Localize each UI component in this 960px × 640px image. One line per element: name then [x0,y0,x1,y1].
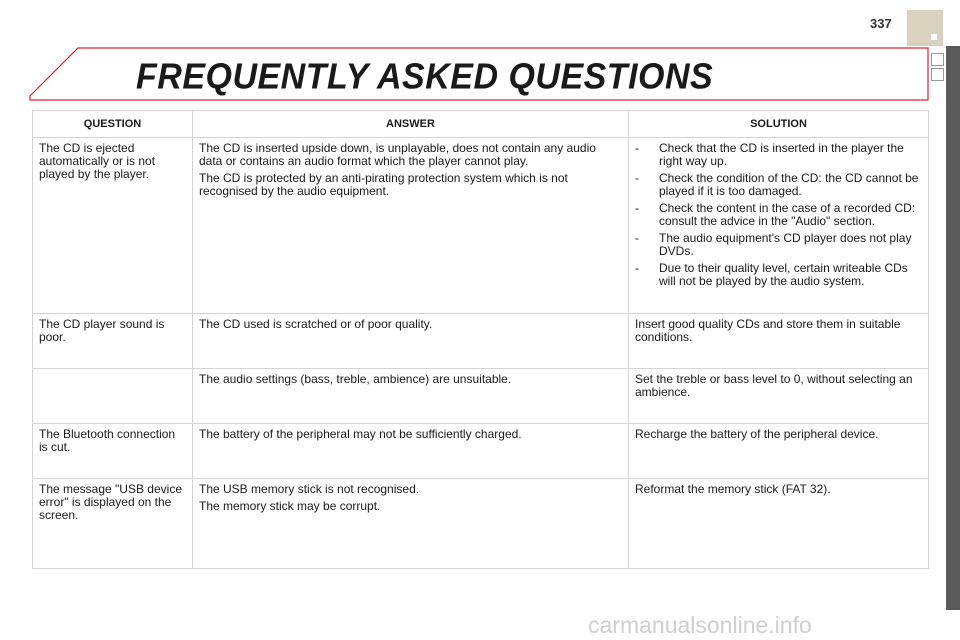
table-row [33,369,929,424]
header-answer: ANSWER [193,111,629,138]
question-cell [33,369,193,424]
table-row [33,424,929,479]
table-row [33,479,929,569]
solution-cell: Set the treble or bass level to 0, without selecting an ambience. [629,369,929,424]
faq-table [32,110,929,569]
solution-cell: Insert good quality CDs and store them in suitable conditions. [629,314,929,369]
solution-item: - The audio equipment's CD player does not play DVDs. [635,231,912,258]
chapter-side-bar [946,46,960,610]
solution-cell: Recharge the battery of the peripheral device. [629,424,929,479]
solution-item: - Check the condition of the CD: the CD cannot be played if it is too damaged. [635,171,919,198]
answer-text: The memory stick may be corrupt. [199,499,381,513]
header-question: QUESTION [33,111,193,138]
question-cell: The Bluetooth connection is cut. [33,424,193,479]
page-title: FREQUENTLY ASKED QUESTIONS [136,57,714,97]
answer-cell [193,369,629,424]
answer-text: The CD is inserted upside down, is unplayable, does not contain any audio data or contains an audio format which the player cannot play. [199,141,596,168]
answer-text: The CD used is scratched or of poor quality. [199,317,433,331]
solution-item: - Check that the CD is inserted in the player the right way up. [635,141,904,168]
answer-cell [193,138,629,314]
answer-cell [193,314,629,369]
answer-cell [193,479,629,569]
solution-item: - Due to their quality level, certain writeable CDs will not be played by the audio system. [635,261,908,288]
answer-text: The battery of the peripheral may not be sufficiently charged. [199,427,522,441]
solution-cell: Reformat the memory stick (FAT 32). [629,479,929,569]
solution-list [635,142,922,288]
solution-text: Check that the CD is inserted in the player the right way up. [659,141,904,168]
solution-cell [629,138,929,314]
solution-item: - Check the content in the case of a recorded CD: consult the advice in the "Audio" section. [635,201,916,228]
solution-text: The audio equipment's CD player does not play DVDs. [659,231,912,258]
answer-cell [193,424,629,479]
answer-text: The audio settings (bass, treble, ambience) are unsuitable. [199,372,512,386]
question-cell: The CD is ejected automatically or is not played by the player. [33,138,193,314]
header-solution: SOLUTION [629,111,929,138]
page-number: 337 [870,16,892,31]
answer-text: The USB memory stick is not recognised. [199,482,420,496]
table-row [33,138,929,314]
answer-text: The CD is protected by an anti-pirating protection system which is not recognised by the audio equipment. [199,171,568,198]
question-cell: The CD player sound is poor. [33,314,193,369]
question-cell: The message "USB device error" is displayed on the screen. [33,479,193,569]
solution-text: Due to their quality level, certain writeable CDs will not be played by the audio system. [659,261,908,288]
table-header-row [33,111,929,138]
watermark: carmanualsonline.info [588,612,812,638]
solution-text: Check the content in the case of a recorded CD: consult the advice in the "Audio" section. [659,201,916,228]
table-row [33,314,929,369]
solution-text: Check the condition of the CD: the CD cannot be played if it is too damaged. [659,171,919,198]
